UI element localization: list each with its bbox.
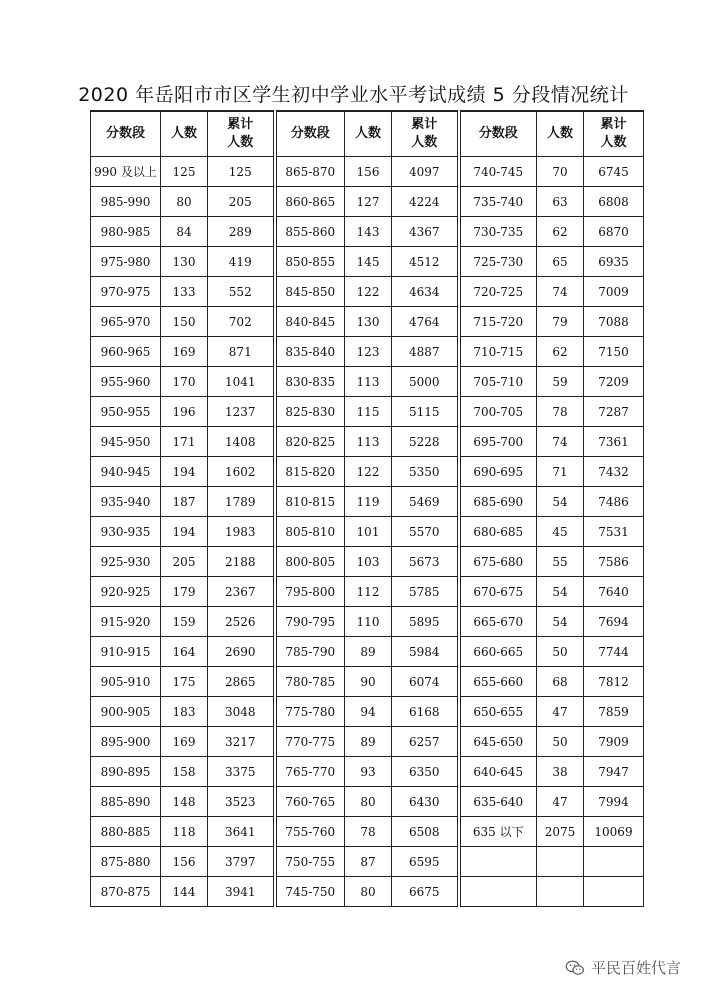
cell-cumulative: 4512	[392, 247, 459, 277]
cell-range: 970-975	[91, 277, 161, 307]
cell-cumulative: 1602	[208, 457, 275, 487]
cell-count: 54	[537, 607, 584, 637]
cell-range: 655-660	[459, 667, 537, 697]
header-range: 分数段	[459, 111, 537, 157]
cell-range: 980-985	[91, 217, 161, 247]
cell-range: 975-980	[91, 247, 161, 277]
cell-range: 845-850	[275, 277, 345, 307]
cell-cumulative: 6508	[392, 817, 459, 847]
cell-count: 187	[161, 487, 208, 517]
cell-count: 80	[345, 877, 392, 907]
score-distribution-table	[90, 110, 644, 907]
cell-cumulative: 6430	[392, 787, 459, 817]
cell-range: 905-910	[91, 667, 161, 697]
header-range: 分数段	[91, 111, 161, 157]
cell-count: 194	[161, 457, 208, 487]
cell-count: 93	[345, 757, 392, 787]
cell-count: 159	[161, 607, 208, 637]
cell-count: 80	[345, 787, 392, 817]
cell-range: 640-645	[459, 757, 537, 787]
cell-cumulative: 1237	[208, 397, 275, 427]
cell-range: 740-745	[459, 157, 537, 187]
cell-cumulative: 3797	[208, 847, 275, 877]
cell-range: 710-715	[459, 337, 537, 367]
cell-range: 945-950	[91, 427, 161, 457]
cell-cumulative: 6935	[584, 247, 644, 277]
header-cumulative: 累计人数	[584, 111, 644, 157]
cell-count: 179	[161, 577, 208, 607]
header-cumulative: 累计人数	[392, 111, 459, 157]
cell-cumulative: 1789	[208, 487, 275, 517]
cell-count: 89	[345, 637, 392, 667]
cell-cumulative: 702	[208, 307, 275, 337]
cell-count: 84	[161, 217, 208, 247]
cell-count: 205	[161, 547, 208, 577]
cell-range: 900-905	[91, 697, 161, 727]
cell-range: 955-960	[91, 367, 161, 397]
cell-count: 62	[537, 337, 584, 367]
cell-cumulative: 2367	[208, 577, 275, 607]
cell-cumulative: 871	[208, 337, 275, 367]
cell-cumulative: 6350	[392, 757, 459, 787]
cell-count: 79	[537, 307, 584, 337]
cell-range: 705-710	[459, 367, 537, 397]
table-row	[91, 667, 644, 697]
cell-count: 47	[537, 787, 584, 817]
table-row	[91, 697, 644, 727]
table-row	[91, 757, 644, 787]
cell-count: 118	[161, 817, 208, 847]
cell-cumulative: 419	[208, 247, 275, 277]
cell-cumulative	[584, 847, 644, 877]
cell-cumulative: 6257	[392, 727, 459, 757]
cell-count: 196	[161, 397, 208, 427]
cell-cumulative: 2690	[208, 637, 275, 667]
table-row	[91, 787, 644, 817]
cell-cumulative: 6168	[392, 697, 459, 727]
cell-count: 133	[161, 277, 208, 307]
table-row	[91, 487, 644, 517]
cell-range: 735-740	[459, 187, 537, 217]
cell-range	[459, 847, 537, 877]
cell-cumulative: 4634	[392, 277, 459, 307]
cell-range: 635 以下	[459, 817, 537, 847]
watermark-text: 平民百姓代言	[590, 959, 681, 977]
cell-range: 850-855	[275, 247, 345, 277]
cell-range: 940-945	[91, 457, 161, 487]
cell-range: 880-885	[91, 817, 161, 847]
cell-count: 175	[161, 667, 208, 697]
cell-range: 745-750	[275, 877, 345, 907]
cell-range: 815-820	[275, 457, 345, 487]
cell-cumulative: 5000	[392, 367, 459, 397]
cell-range: 895-900	[91, 727, 161, 757]
cell-cumulative	[584, 877, 644, 907]
table-row	[91, 247, 644, 277]
cell-count: 113	[345, 427, 392, 457]
cell-range: 635-640	[459, 787, 537, 817]
table-row	[91, 397, 644, 427]
cell-cumulative: 4887	[392, 337, 459, 367]
cell-range: 700-705	[459, 397, 537, 427]
cell-range: 685-690	[459, 487, 537, 517]
cell-cumulative: 5228	[392, 427, 459, 457]
cell-range: 715-720	[459, 307, 537, 337]
table-row	[91, 577, 644, 607]
cell-cumulative: 1408	[208, 427, 275, 457]
cell-cumulative: 5785	[392, 577, 459, 607]
cell-count: 94	[345, 697, 392, 727]
cell-cumulative: 1983	[208, 517, 275, 547]
cell-cumulative: 6870	[584, 217, 644, 247]
cell-cumulative: 5984	[392, 637, 459, 667]
cell-count	[537, 877, 584, 907]
cell-cumulative: 5469	[392, 487, 459, 517]
cell-range: 865-870	[275, 157, 345, 187]
header-count: 人数	[345, 111, 392, 157]
cell-cumulative: 10069	[584, 817, 644, 847]
cell-cumulative: 7744	[584, 637, 644, 667]
cell-range: 720-725	[459, 277, 537, 307]
cell-range: 820-825	[275, 427, 345, 457]
cell-count: 194	[161, 517, 208, 547]
cell-cumulative: 7994	[584, 787, 644, 817]
page-title: 2020 年岳阳市市区学生初中学业水平考试成绩 5 分段情况统计	[78, 84, 629, 106]
cell-cumulative: 552	[208, 277, 275, 307]
cell-cumulative: 7694	[584, 607, 644, 637]
cell-cumulative: 5895	[392, 607, 459, 637]
cell-count: 62	[537, 217, 584, 247]
cell-range: 825-830	[275, 397, 345, 427]
table-row	[91, 877, 644, 907]
table-row	[91, 517, 644, 547]
cell-cumulative: 4367	[392, 217, 459, 247]
cell-cumulative: 7531	[584, 517, 644, 547]
cell-count: 119	[345, 487, 392, 517]
cell-count: 183	[161, 697, 208, 727]
cell-count: 103	[345, 547, 392, 577]
cell-range: 915-920	[91, 607, 161, 637]
cell-cumulative: 4764	[392, 307, 459, 337]
cell-range: 875-880	[91, 847, 161, 877]
table-row	[91, 727, 644, 757]
cell-cumulative: 5350	[392, 457, 459, 487]
cell-count: 110	[345, 607, 392, 637]
table-row	[91, 457, 644, 487]
table-row	[91, 217, 644, 247]
cell-cumulative: 7909	[584, 727, 644, 757]
cell-range: 840-845	[275, 307, 345, 337]
watermark	[565, 957, 681, 978]
cell-range: 830-835	[275, 367, 345, 397]
cell-cumulative: 7287	[584, 397, 644, 427]
cell-count: 144	[161, 877, 208, 907]
table-row	[91, 157, 644, 187]
cell-range: 890-895	[91, 757, 161, 787]
cell-count: 50	[537, 727, 584, 757]
table-row	[91, 637, 644, 667]
cell-count: 90	[345, 667, 392, 697]
cell-range: 765-770	[275, 757, 345, 787]
cell-cumulative: 3941	[208, 877, 275, 907]
cell-count: 130	[345, 307, 392, 337]
cell-count: 2075	[537, 817, 584, 847]
cell-count: 156	[345, 157, 392, 187]
cell-range: 810-815	[275, 487, 345, 517]
cell-range: 920-925	[91, 577, 161, 607]
cell-count: 101	[345, 517, 392, 547]
cell-count: 169	[161, 727, 208, 757]
cell-count: 71	[537, 457, 584, 487]
header-count: 人数	[537, 111, 584, 157]
wechat-icon	[565, 960, 585, 976]
table-row	[91, 307, 644, 337]
cell-cumulative: 5673	[392, 547, 459, 577]
cell-count: 47	[537, 697, 584, 727]
cell-range: 670-675	[459, 577, 537, 607]
cell-range: 835-840	[275, 337, 345, 367]
cell-cumulative: 3048	[208, 697, 275, 727]
cell-range: 985-990	[91, 187, 161, 217]
table-row	[91, 427, 644, 457]
cell-count: 113	[345, 367, 392, 397]
cell-count: 127	[345, 187, 392, 217]
cell-count: 54	[537, 577, 584, 607]
table-row	[91, 817, 644, 847]
header-count: 人数	[161, 111, 208, 157]
cell-count: 54	[537, 487, 584, 517]
header-cumulative: 累计人数	[208, 111, 275, 157]
cell-cumulative: 2865	[208, 667, 275, 697]
table-body	[91, 157, 644, 907]
cell-range: 725-730	[459, 247, 537, 277]
cell-cumulative: 1041	[208, 367, 275, 397]
cell-range: 750-755	[275, 847, 345, 877]
cell-range: 760-765	[275, 787, 345, 817]
cell-range: 950-955	[91, 397, 161, 427]
cell-cumulative: 7947	[584, 757, 644, 787]
table-row	[91, 367, 644, 397]
cell-cumulative: 3641	[208, 817, 275, 847]
cell-count: 74	[537, 277, 584, 307]
cell-range: 910-915	[91, 637, 161, 667]
cell-count: 150	[161, 307, 208, 337]
cell-count: 45	[537, 517, 584, 547]
cell-range	[459, 877, 537, 907]
cell-cumulative: 5115	[392, 397, 459, 427]
cell-range: 650-655	[459, 697, 537, 727]
cell-cumulative: 125	[208, 157, 275, 187]
cell-range: 935-940	[91, 487, 161, 517]
cell-range: 695-700	[459, 427, 537, 457]
cell-range: 645-650	[459, 727, 537, 757]
cell-cumulative: 6808	[584, 187, 644, 217]
cell-cumulative: 2526	[208, 607, 275, 637]
cell-range: 805-810	[275, 517, 345, 547]
table-row	[91, 277, 644, 307]
cell-range: 885-890	[91, 787, 161, 817]
cell-range: 675-680	[459, 547, 537, 577]
cell-count: 70	[537, 157, 584, 187]
cell-range: 790-795	[275, 607, 345, 637]
table-row	[91, 337, 644, 367]
cell-range: 780-785	[275, 667, 345, 697]
cell-cumulative: 6595	[392, 847, 459, 877]
cell-count: 122	[345, 457, 392, 487]
cell-range: 800-805	[275, 547, 345, 577]
cell-count: 164	[161, 637, 208, 667]
cell-count: 80	[161, 187, 208, 217]
cell-count: 170	[161, 367, 208, 397]
cell-range: 960-965	[91, 337, 161, 367]
cell-count: 125	[161, 157, 208, 187]
table-row	[91, 607, 644, 637]
cell-count: 169	[161, 337, 208, 367]
cell-count: 143	[345, 217, 392, 247]
cell-count: 78	[537, 397, 584, 427]
cell-count: 65	[537, 247, 584, 277]
cell-range: 775-780	[275, 697, 345, 727]
cell-cumulative: 6074	[392, 667, 459, 697]
cell-range: 680-685	[459, 517, 537, 547]
cell-cumulative: 7009	[584, 277, 644, 307]
cell-count: 68	[537, 667, 584, 697]
cell-count: 123	[345, 337, 392, 367]
cell-count: 145	[345, 247, 392, 277]
cell-cumulative: 5570	[392, 517, 459, 547]
cell-cumulative: 289	[208, 217, 275, 247]
cell-count: 130	[161, 247, 208, 277]
cell-count: 55	[537, 547, 584, 577]
header-range: 分数段	[275, 111, 345, 157]
cell-cumulative: 7640	[584, 577, 644, 607]
cell-range: 990 及以上	[91, 157, 161, 187]
cell-cumulative: 7088	[584, 307, 644, 337]
table-row	[91, 187, 644, 217]
cell-cumulative: 4097	[392, 157, 459, 187]
cell-cumulative: 4224	[392, 187, 459, 217]
cell-count: 59	[537, 367, 584, 397]
cell-cumulative: 6675	[392, 877, 459, 907]
cell-range: 855-860	[275, 217, 345, 247]
cell-count: 171	[161, 427, 208, 457]
cell-range: 930-935	[91, 517, 161, 547]
cell-range: 785-790	[275, 637, 345, 667]
cell-count: 50	[537, 637, 584, 667]
cell-range: 665-670	[459, 607, 537, 637]
cell-cumulative: 7361	[584, 427, 644, 457]
cell-cumulative: 7209	[584, 367, 644, 397]
cell-cumulative: 2188	[208, 547, 275, 577]
cell-cumulative: 7486	[584, 487, 644, 517]
cell-count: 122	[345, 277, 392, 307]
cell-range: 925-930	[91, 547, 161, 577]
cell-count: 89	[345, 727, 392, 757]
cell-range: 660-665	[459, 637, 537, 667]
table-header-row	[91, 111, 644, 157]
cell-range: 870-875	[91, 877, 161, 907]
cell-range: 755-760	[275, 817, 345, 847]
cell-cumulative: 7859	[584, 697, 644, 727]
cell-cumulative: 6745	[584, 157, 644, 187]
cell-cumulative: 3375	[208, 757, 275, 787]
cell-count: 38	[537, 757, 584, 787]
cell-cumulative: 7586	[584, 547, 644, 577]
table-row	[91, 547, 644, 577]
cell-cumulative: 3523	[208, 787, 275, 817]
cell-range: 690-695	[459, 457, 537, 487]
cell-cumulative: 7812	[584, 667, 644, 697]
cell-count: 87	[345, 847, 392, 877]
cell-cumulative: 205	[208, 187, 275, 217]
cell-count	[537, 847, 584, 877]
cell-count: 63	[537, 187, 584, 217]
cell-range: 730-735	[459, 217, 537, 247]
cell-count: 112	[345, 577, 392, 607]
table-row	[91, 847, 644, 877]
cell-range: 770-775	[275, 727, 345, 757]
cell-range: 965-970	[91, 307, 161, 337]
cell-cumulative: 7432	[584, 457, 644, 487]
cell-cumulative: 7150	[584, 337, 644, 367]
cell-cumulative: 3217	[208, 727, 275, 757]
cell-count: 115	[345, 397, 392, 427]
cell-range: 860-865	[275, 187, 345, 217]
cell-count: 74	[537, 427, 584, 457]
cell-count: 158	[161, 757, 208, 787]
cell-count: 78	[345, 817, 392, 847]
cell-count: 148	[161, 787, 208, 817]
cell-count: 156	[161, 847, 208, 877]
cell-range: 795-800	[275, 577, 345, 607]
